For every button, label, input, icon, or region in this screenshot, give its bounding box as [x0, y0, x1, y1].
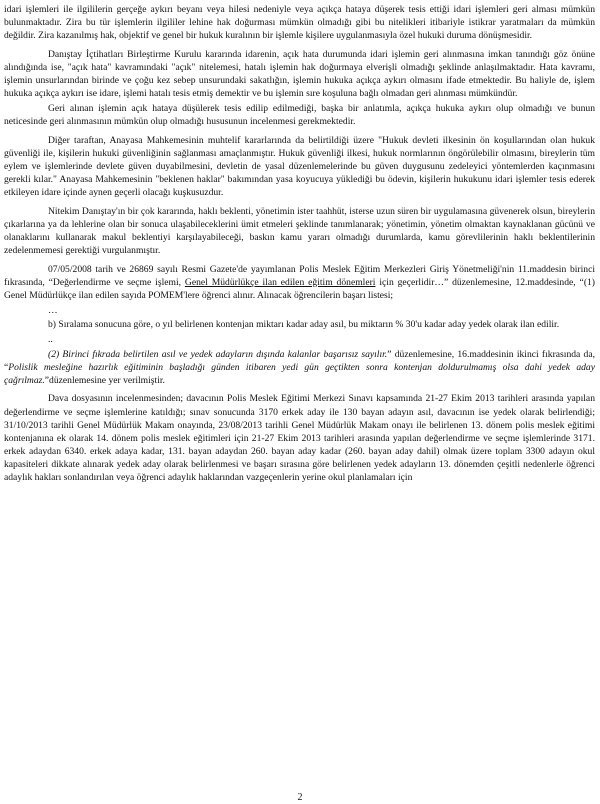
paragraph-8-text-b: ”düzenlemesine yer verilmiştir. — [44, 374, 165, 386]
paragraph-3: Geri alınan işlemin açık hataya düşülerek tesis edilip edilmediği, başka bir anlatımla, açıkça hukuka aykırı olup olmadığı ve bunun neticesinde geri alınmasının mümkün olup olmadığı hususunun incelenmesi gerekmektedir. — [4, 102, 595, 127]
paragraph-7: b) Sıralama sonucuna göre, o yıl belirlenen kontenjan miktarı kadar aday asıl, bu miktarın % 30'u kadar aday yedek olarak ilan edilir. — [48, 319, 560, 331]
paragraph-4: Diğer taraftan, Anayasa Mahkemesinin muhtelif kararlarında da belirtildiği üzere "Hukuk devleti ilkesinin ön koşullarından olan hukuk güvenliği ile, kişilerin hukuki güvenliğinin sağlanması amaçlanmıştır. Hukuk güvenliği ilkesi, hukuk normlarının öngörülebilir olmasını, bireylerin tüm eylem ve işlemlerinde devlete güven duyabilmesini, devletin de yasal düzenlemelerinde bu güven duygusunu zedeleyici yöntemlerden kaçınmasını gerekli kılar." Anayasa Mahkemesinin "beklenen haklar" bakımından yasa koyucuya yüklediği bu ödevin, kişilerin hukukunu idari işlemler tesis ederek etkileyen idare içinde aynen geçerli olacağı kuşkusuzdur. — [4, 134, 595, 198]
ellipsis-1: … — [48, 304, 58, 316]
paragraph-9: Dava dosyasının incelenmesinden; davacının Polis Meslek Eğitimi Merkezi Sınavı kapsamında 21-27 Ekim 2013 tarihleri arasında yapılan değerlendirme ve seçme işlemlerine katıldığı; sınav sonucunda 3170 erkek aday ile 130 bayan adayın asıl, davacının ise yedek olarak belirlendiği; 31/10/2013 tarihli Genel Müdürlük Makam onayında, 23/08/2013 tarihli Genel Müdürlük Makam onayı ile belirlenen 13. dönem polis meslek eğitimi kontenjanına ek olarak 14. dönem polis meslek eğitimleri için 21-27 Ekim 2013 tarihleri arasında yapılan değerlendirme ve seçme işlemlerinde 3171. erkek adaydan 6340. erkek adaya kadar, 131. bayan adaydan 260. bayan aday kadar (260. bayan aday dahil) olmak üzere toplam 3300 adayın okul kapasiteleri dikkate alınarak yedek aday olarak belirlenmesi ve başarı sırasına göre belirlenen yedek adayların 13. dönemden çeşitli nedenlerle öğrenci adaylık hakları sonlandırılan veya öğrenci adaylık haklarından vazgeçenlerin yerine okul planlamaları için — [4, 393, 595, 484]
paragraph-2: Danıştay İçtihatları Birleştirme Kurulu kararında idarenin, açık hata durumunda idari işlemin geri alınmasına imkan tanındığı göz önüne alındığında ise, "açık hata" kavramındaki "açık" nitelemesi, hatalı işlemin hak doğurmaya elverişli olmadığı şeklinde anlaşılmaktadır. Hata kavramı, işlemin unsurlarından birinde ve çoğu kez sebep unsurundaki sakatlığın, işlemin hukuka açıkça aykırı olmasını ifade etmektedir. Bu haliyle de, işlem hukuka açıkça aykırı ise idare, işlemi hatalı tesis etmiş demektir ve bu işlemin sıre koşuluna bağlı olmadan geri alınması mümkündür. — [4, 48, 595, 100]
paragraph-6-text-b: için geçerlidir…” düzenlemesine, 12.maddesinde, “(1) Genel Müdürlükçe ilan edilen sayıda POMEM'lere öğrenci alınır. Alınacak öğrencilerin başarı listesi; — [4, 276, 595, 301]
paragraph-8-text-a: ” düzenlemesine, 16.maddesinin ikinci fıkrasında da, “ — [4, 348, 595, 373]
ellipsis-2: .. — [48, 333, 53, 345]
paragraph-6-underlined: Genel Müdürlükçe ilan edilen eğitim dönemleri — [184, 276, 376, 288]
paragraph-1: idari işlemleri ile ilgililerin gerçeğe aykırı beyanı veya hilesi nedeniyle veya açıkça hataya düşerek tesis ettiği idari işlemleri geri alması mümkün bulunmaktadır. Zira bu tür işlemlerin ilgililer lehine hak doğurması mümkün olmadığı gibi bu nitelikleri itibariyle istikrar yaratmaları da mümkün değildir. Zira kazanılmış hak, objektif ve genel bir hukuk kuralının bir işlemle kişilere uygulanmasıyla özel hukuki duruma dönüşmesidir. — [4, 4, 595, 42]
paragraph-8-quote-1: (2) Birinci fıkrada belirtilen asıl ve yedek adayların dışında kalanlar başarısız sayılır. — [48, 348, 388, 360]
paragraph-5: Nitekim Danıştay'ın bir çok kararında, haklı beklenti, yönetimin ister taahhüt, isterse uzun süren bir uygulamasına güvenerek olsun, bireylerin çıkarlarına ya da lehlerine olan bir sonuca ulaşabileceklerini ümit etmeleri şeklinde tanımlanarak; yönetimin, yönetim olmaktan kaynaklanan gücünü ve olanaklarını kullanarak makul beklentiyi karşılayabileceği, baskın kamu yararı olmadığı durumlarda, kamu görevlilerinin haklı beklentilerinin zedelenmemesi gerektiği vurgulanmıştır. — [4, 205, 595, 256]
paragraph-6 — [4, 263, 595, 302]
paragraph-8 — [4, 348, 595, 387]
page-number: 2 — [297, 791, 303, 803]
paragraph-8-quote-2: Polislik mesleğine hazırlık eğitiminin başladığı günden itibaren yedi gün geçtikten sonra kontenjan doldurulmamış olsa dahi yedek aday çağrılmaz. — [4, 361, 595, 386]
paragraph-6-text-a: 07/05/2008 tarih ve 26869 sayılı Resmi Gazete'de yayımlanan Polis Meslek Eğitim Merkezleri Giriş Yönetmeliği'nin 11.maddesin birinci fıkrasında, “Değerlendirme ve seçme işlemi, — [4, 263, 595, 288]
